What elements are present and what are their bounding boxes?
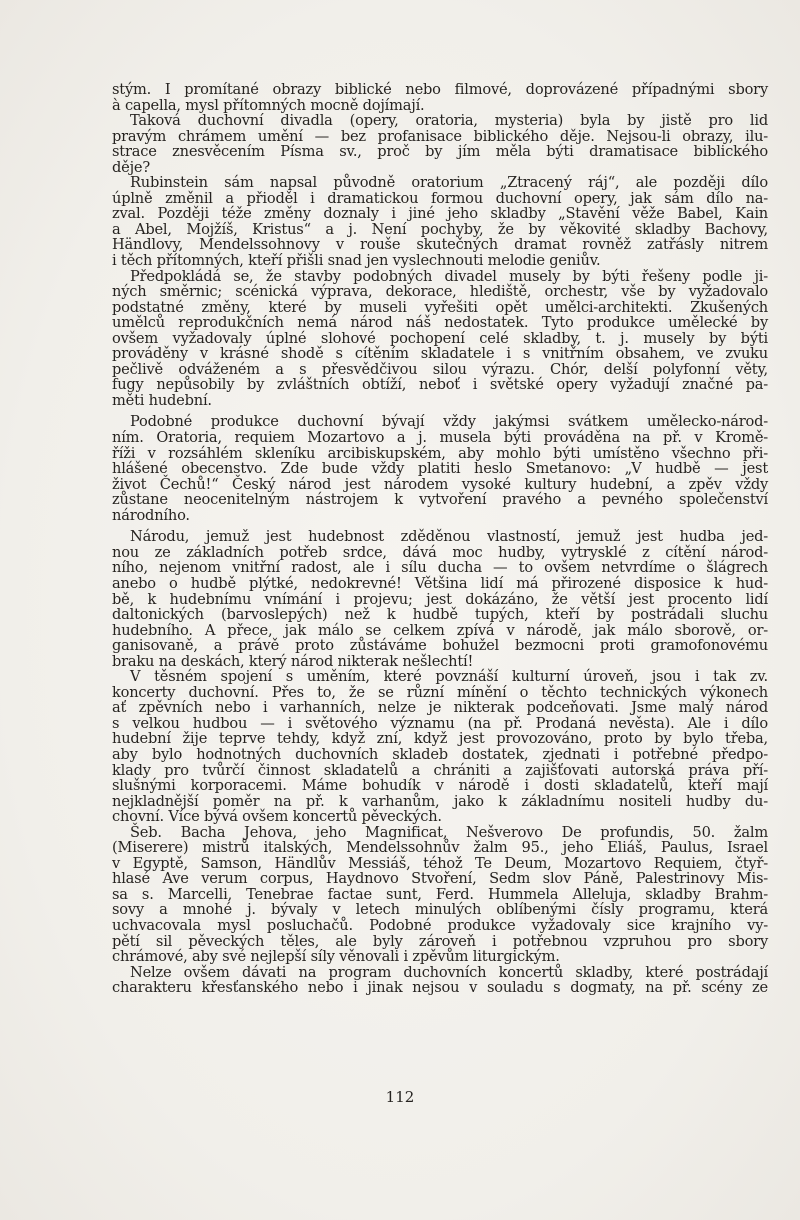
paragraph <box>112 669 768 824</box>
text-line: hlasé Ave verum corpus, Haydnovo Stvoření, Sedm slov Páně, Palestrinovy Mis- <box>112 870 768 888</box>
text-line: strace znesvěcením Písma sv., proč by jím měla býti dramatisace biblického <box>112 143 768 161</box>
text-line: Národu, jemuž jest hudebnost zděděnou vlastností, jemuž jest hudba jed- <box>130 528 768 546</box>
text-line: prováděny v krásné shodě s cítěním skladatele i s vnitřním obsahem, ve zvuku <box>112 345 768 363</box>
text-line: Rubinstein sám napsal původně oratorium „Ztracený ráj“, ale později dílo <box>130 174 768 192</box>
text-line: charakteru křesťanského nebo i jinak nejsou v souladu s dogmaty, na př. scény ze <box>112 979 768 997</box>
text-line: umělců reprodukčních nemá národ náš nedostatek. Tyto produkce umělecké by <box>112 314 768 332</box>
text-line: Předpokládá se, že stavby podobných divadel musely by býti řešeny podle ji- <box>130 267 768 285</box>
paragraph <box>112 113 768 175</box>
text-line: nejkladnější poměr na př. k varhanům, jako k základnímu nositeli hudby du- <box>112 792 768 810</box>
text-line: a Abel, Mojžíš, Kristus“ a j. Není pochyby, že by věkovité skladby Bachovy, <box>112 220 768 238</box>
text-line: pečlivě odváženém a s přesvědčivou silou výrazu. Chór, delší polyfonní věty, <box>112 360 768 378</box>
text-line: koncerty duchovní. Přes to, že se různí mínění o těchto technických výkonech <box>112 683 768 701</box>
text-line: chovní. Více bývá ovšem koncertů pěveckých. <box>112 808 442 826</box>
text-line: daltonických (barvoslepých) než k hudbě tupých, kteří by postrádali sluchu <box>112 606 768 624</box>
paragraph <box>112 414 768 523</box>
text-line: národního. <box>112 506 190 524</box>
text-line: i těch přítomných, kteří přišli snad jen vyslechnouti melodie geniův. <box>112 252 601 270</box>
page-number: 112 <box>385 1088 415 1106</box>
text-line: Taková duchovní divadla (opery, oratoria, mysteria) byla by jistě pro lid <box>130 112 768 130</box>
text-line: říži v rozsáhlém skleníku arcibiskupském, aby mohlo býti umístěno všechno při- <box>112 444 768 462</box>
text-line: braku na deskách, který národ nikterak nešlechtí! <box>112 652 474 670</box>
text-line: podstatné změny, které by museli vyřešiti opět umělci-architekti. Zkušených <box>112 298 768 316</box>
body-text <box>112 82 768 996</box>
text-line: ganisovaně, a právě proto zůstáváme bohužel bezmocni proti gramofonovému <box>112 637 768 655</box>
text-line: ního, nejenom vnitřní radost, ale i sílu ducha — to ovšem netvrdíme o šlágrech <box>112 559 768 577</box>
text-line: ných směrnic; scénická výprava, dekorace, hlediště, orchestr, vše by vyžadovalo <box>112 283 768 301</box>
text-line: klady pro tvůrčí činnost skladatelů a chrániti a zajišťovati autorská práva pří- <box>112 761 768 779</box>
text-line: měti hudební. <box>112 391 212 409</box>
text-line: à capella, mysl přítomných mocně dojímají. <box>112 96 425 114</box>
paragraph <box>112 82 768 113</box>
text-line: hlášené obecenstvo. Zde bude vždy platiti heslo Smetanovo: „V hudbě — jest <box>112 460 768 478</box>
text-line: zval. Později téže změny doznaly i jiné jeho skladby „Stavění věže Babel, Kain <box>112 205 768 223</box>
paragraph <box>112 965 768 996</box>
text-line: Podobné produkce duchovní bývají vždy jakýmsi svátkem umělecko-národ- <box>130 413 768 431</box>
text-line: Šeb. Bacha Jehova, jeho Magnificat, Nešverovo De profundis, 50. žalm <box>130 823 768 841</box>
text-line: úplně změnil a přioděl i dramatickou formou duchovní opery, jak sám dílo na- <box>112 189 768 207</box>
text-line: s velkou hudbou — i světového významu (na př. Prodaná nevěsta). Ale i dílo <box>112 714 768 732</box>
text-line: pětí sil pěveckých těles, ale byly zároveň i potřebnou vzpruhou pro sbory <box>112 932 768 950</box>
text-line: fugy nepůsobily by zvláštních obtíží, neboť i světské opery vyžadují značné pa- <box>112 376 768 394</box>
text-line: V těsném spojení s uměním, které povznáší kulturní úroveň, jsou i tak zv. <box>130 668 768 686</box>
text-line: stým. I promítané obrazy biblické nebo filmové, doprovázené případnými sbory <box>112 81 768 98</box>
paragraph <box>112 529 768 669</box>
text-line: zůstane neocenitelným nástrojem k vytvoření pravého a pevného společenství <box>112 491 768 509</box>
text-line: anebo o hudbě plýtké, nedokrevné! Většina lidí má přirozené disposice k hud- <box>112 574 768 592</box>
text-line: aby bylo hodnotných duchovních skladeb dostatek, zjednati i potřebné předpo- <box>112 745 768 763</box>
paragraph <box>112 269 768 409</box>
text-line: v Egyptě, Samson, Händlův Messiáš, téhož Te Deum, Mozartovo Requiem, čtyř- <box>112 854 768 872</box>
text-line: Händlovy, Mendelssohnovy v rouše skutečných dramat rovněž zatřásly nitrem <box>112 236 768 254</box>
text-line: nou ze základních potřeb srdce, dává moc hudby, vytrysklé z cítění národ- <box>112 543 768 561</box>
text-line: (Miserere) mistrů italských, Mendelssohnův žalm 95., jeho Eliáš, Paulus, Israel <box>112 839 768 857</box>
text-line: ovšem vyžadovaly úplné slohové pochopení celé skladby, t. j. musely by býti <box>112 329 768 347</box>
text-line: ním. Oratoria, requiem Mozartovo a j. musela býti prováděna na př. v Kromě- <box>112 429 768 447</box>
text-line: sa s. Marcelli, Tenebrae factae sunt, Ferd. Hummela Alleluja, skladby Brahm- <box>112 885 768 903</box>
text-line: slušnými korporacemi. Máme bohudík v národě i dosti skladatelů, kteří mají <box>112 777 768 795</box>
text-line: pravým chrámem umění — bez profanisace biblického děje. Nejsou-li obrazy, ilu- <box>112 127 768 145</box>
text-line: děje? <box>112 158 150 176</box>
paragraph <box>112 175 768 268</box>
text-line: sovy a mnohé j. bývaly v letech minulých oblíbenými čísly programu, která <box>112 901 768 919</box>
text-line: hudebního. A přece, jak málo se celkem zpívá v národě, jak málo sborově, or- <box>112 621 768 639</box>
text-line: Nelze ovšem dávati na program duchovních koncertů skladby, které postrádají <box>130 963 768 981</box>
paragraph <box>112 825 768 965</box>
text-line: ať zpěvních nebo i varhanních, nelze je nikterak podceňovati. Jsme malý národ <box>112 699 768 717</box>
text-line: hudební žije teprve tehdy, když zní, když jest provozováno, proto by bylo třeba, <box>112 730 768 748</box>
text-line: bě, k hudebnímu vnímání i projevu; jest dokázáno, že větší jest procento lidí <box>112 590 768 608</box>
text-line: život Čechů!“ Český národ jest národem vysoké kultury hudební, a zpěv vždy <box>112 475 768 493</box>
text-line: uchvacovala mysl posluchačů. Podobné produkce vyžadovaly sice krajního vy- <box>112 916 768 934</box>
text-line: chrámové, aby své nejlepší síly věnovali i zpěvům liturgickým. <box>112 948 560 966</box>
